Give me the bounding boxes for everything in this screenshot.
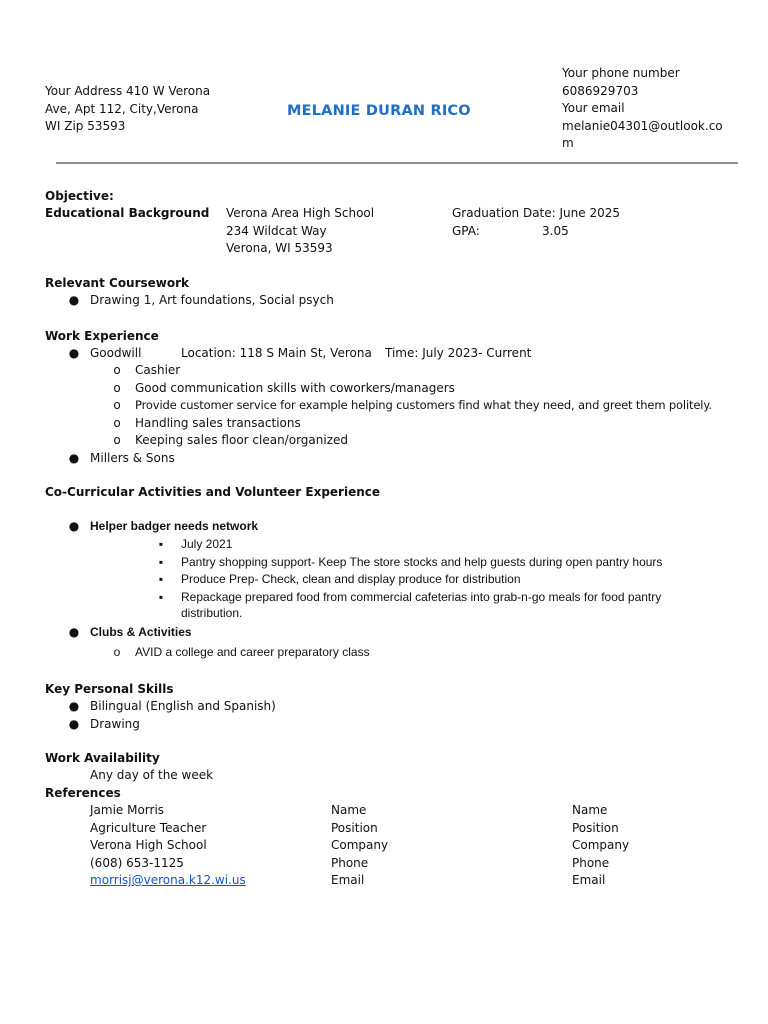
availability-value: Any day of the week (90, 768, 214, 782)
bullet-dot: ● (68, 519, 80, 533)
bullet-dot: ● (68, 699, 80, 713)
reference-company: Company (331, 838, 389, 852)
reference-position: Agriculture Teacher (90, 821, 207, 835)
contact-line: m (562, 136, 574, 150)
gpa-label: GPA: (452, 224, 480, 238)
reference-company: Company (572, 838, 630, 852)
helper-item: Produce Prep- Check, clean and display produce for distribution (181, 572, 521, 586)
bullet-dot: ● (68, 717, 80, 731)
job-employer: Goodwill (90, 346, 142, 360)
references-title: References (45, 786, 121, 800)
bullet-dot: ● (68, 346, 80, 360)
contact-line: Your email (562, 101, 625, 115)
address-line: WI Zip 53593 (45, 119, 126, 133)
coursework-title: Relevant Coursework (45, 276, 190, 290)
helper-item: Pantry shopping support- Keep The store stocks and help guests during open pantry hours (181, 555, 663, 569)
contact-line: melanie04301@outlook.co (562, 118, 723, 133)
reference-email: Email (572, 873, 606, 887)
contact-line: 6086929703 (562, 83, 639, 98)
school-city: Verona, WI 53593 (226, 241, 333, 255)
job-location: Location: 118 S Main St, Verona (181, 346, 372, 360)
reference-company: Verona High School (90, 838, 207, 852)
gpa-value: 3.05 (542, 224, 569, 238)
job-employer: Millers & Sons (90, 451, 175, 465)
job-duty: Keeping sales floor clean/organized (135, 433, 348, 447)
education-label: Educational Background (45, 206, 210, 220)
reference-name: Name (331, 803, 367, 817)
address-line: Your Address 410 W Verona (45, 84, 211, 98)
helper-item: July 2021 (181, 537, 233, 551)
bullet-dot: ● (68, 625, 80, 639)
bullet-dot: ● (68, 451, 80, 465)
school-street: 234 Wildcat Way (226, 224, 327, 238)
bullet-square: ▪ (158, 537, 164, 551)
bullet-circle: o (113, 363, 121, 377)
school-name: Verona Area High School (226, 206, 375, 220)
coursework-item: Drawing 1, Art foundations, Social psych (90, 293, 334, 307)
reference-name: Name (572, 803, 608, 817)
clubs-title: Clubs & Activities (90, 625, 192, 639)
objective-label: Objective: (45, 189, 114, 203)
bullet-circle: o (113, 433, 121, 447)
club-item: AVID a college and career preparatory class (135, 645, 370, 659)
bullet-circle: o (113, 416, 121, 430)
bullet-dot: ● (68, 293, 80, 307)
bullet-square: ▪ (158, 555, 164, 569)
skill-item: Bilingual (English and Spanish) (90, 699, 276, 713)
job-time: Time: July 2023- Current (385, 346, 532, 360)
reference-phone: Phone (331, 856, 369, 870)
reference-name: Jamie Morris (90, 803, 165, 817)
bullet-square: ▪ (158, 590, 164, 604)
address-line: Ave, Apt 112, City,Verona (45, 101, 199, 116)
reference-position: Position (331, 821, 378, 835)
contact-block (562, 65, 723, 153)
helper-title: Helper badger needs network (90, 519, 259, 533)
address-block (45, 83, 210, 136)
bullet-circle: o (113, 398, 121, 412)
reference-email: Email (331, 873, 365, 887)
bullet-circle: o (113, 645, 121, 659)
skills-title: Key Personal Skills (45, 682, 174, 696)
job-duty: Cashier (135, 363, 181, 377)
bullet-square: ▪ (158, 572, 164, 586)
contact-line: Your phone number (562, 66, 680, 80)
work-title: Work Experience (45, 329, 159, 343)
resume-name: MELANIE DURAN RICO (287, 103, 471, 119)
header-divider (56, 162, 738, 164)
job-duty: Provide customer service for example helping customers find what they need, and greet them politely. (135, 398, 712, 412)
availability-title: Work Availability (45, 751, 160, 765)
skill-item: Drawing (90, 717, 140, 731)
reference-email-link[interactable]: morrisj@verona.k12.wi.us (90, 873, 246, 887)
helper-item: Repackage prepared food from commercial cafeterias into grab-n-go meals for food pantry (181, 590, 662, 604)
graduation-date: Graduation Date: June 2025 (452, 206, 620, 220)
reference-position: Position (572, 821, 619, 835)
job-duty: Good communication skills with coworkers/managers (135, 381, 455, 395)
reference-phone: (608) 653-1125 (90, 856, 184, 870)
bullet-circle: o (113, 381, 121, 395)
helper-item: distribution. (181, 606, 243, 620)
job-duty: Handling sales transactions (135, 416, 301, 430)
activities-title: Co-Curricular Activities and Volunteer Experience (45, 485, 381, 499)
reference-phone: Phone (572, 856, 610, 870)
